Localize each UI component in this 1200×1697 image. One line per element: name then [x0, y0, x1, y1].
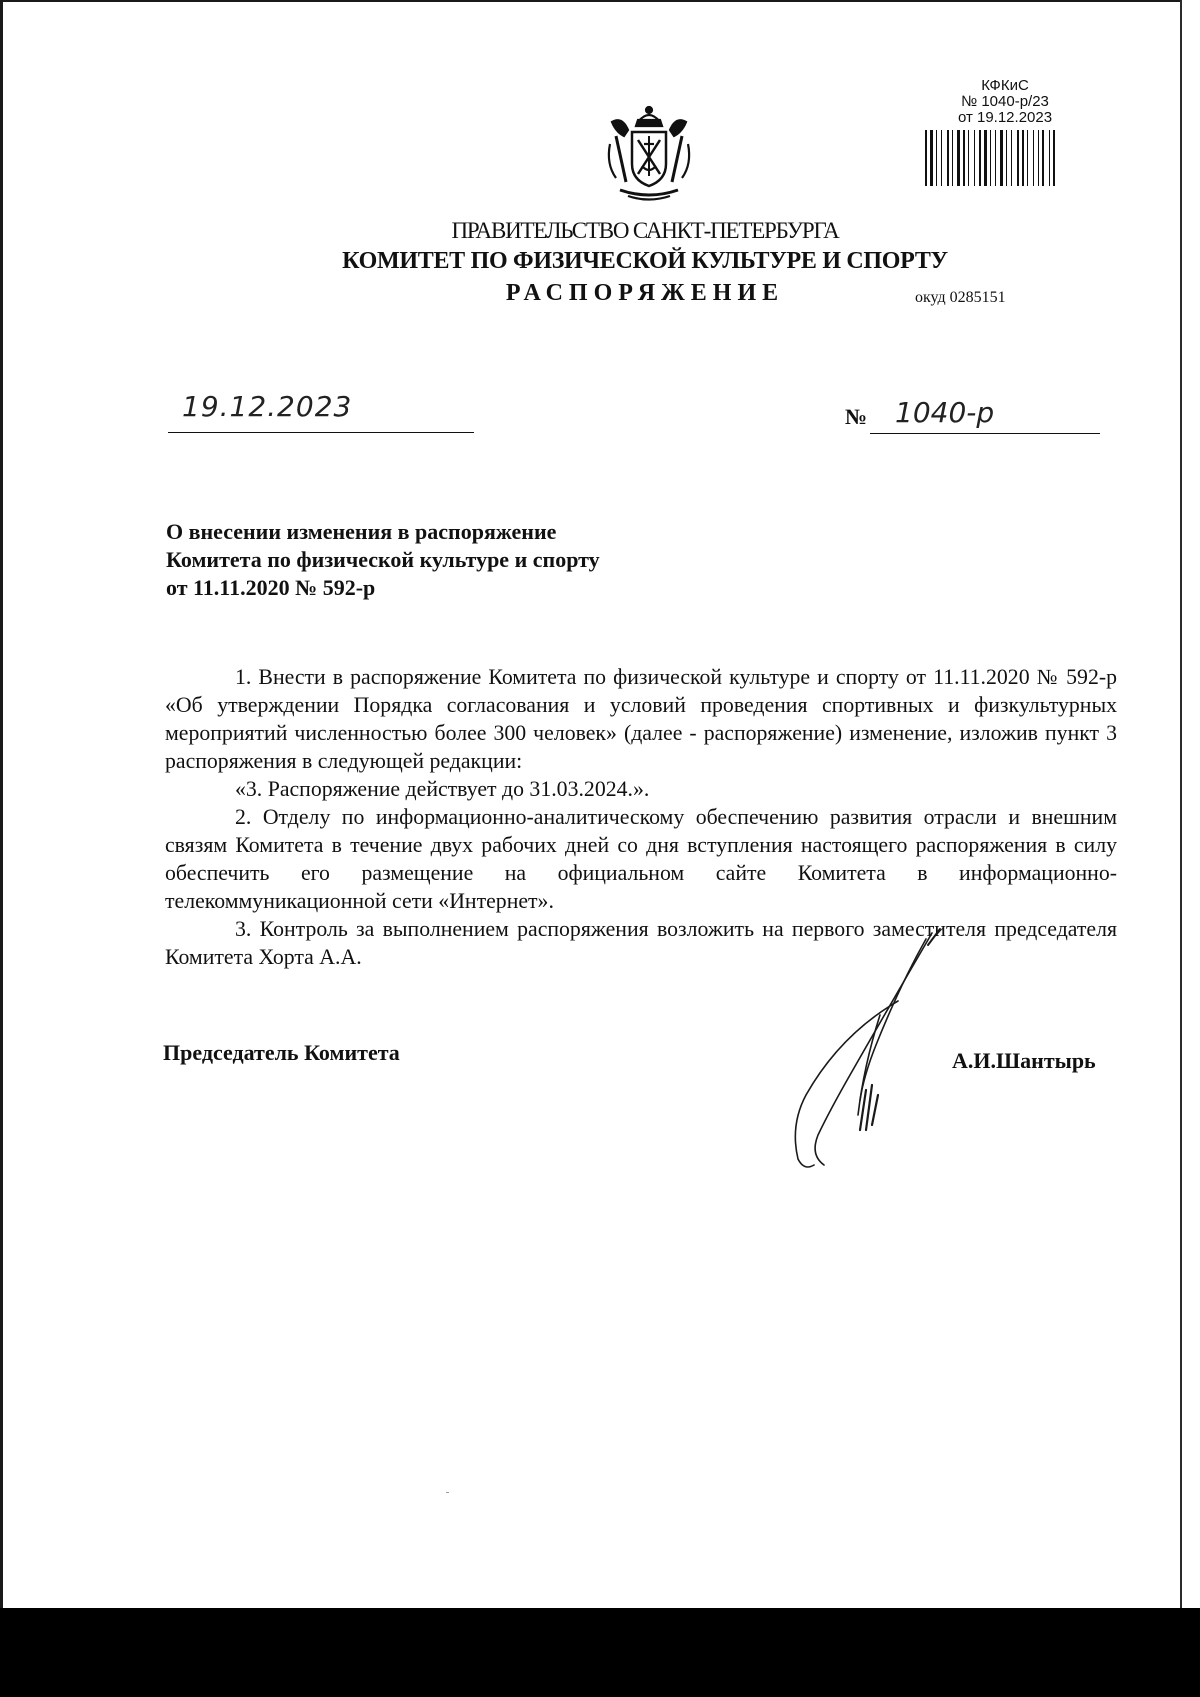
barcode-bar	[1017, 130, 1019, 186]
barcode-bar	[1033, 130, 1034, 186]
stamp-org: КФКиС	[981, 77, 1029, 94]
scan-edge-top	[0, 0, 1200, 2]
subject-line: от 11.11.2020 № 592-р	[166, 575, 376, 600]
handwritten-signature	[780, 925, 960, 1175]
barcode-bar	[984, 130, 987, 186]
government-title: ПРАВИТЕЛЬСТВО САНКТ-ПЕТЕРБУРГА	[451, 218, 839, 243]
date-underline	[168, 432, 474, 433]
barcode-bar	[925, 130, 927, 186]
paragraph-2: 2. Отделу по информационно-аналитическому обеспечению развития отрасли и внешним связям Комитета в течение двух рабочих дней со дня вступления настоящего распоряжения в силу обеспечить его размещение на официальном сайте Комитета в информационно-телекоммуникационной сети «Интернет».	[165, 805, 1117, 913]
barcode-bar	[1042, 130, 1044, 186]
barcode-bar	[979, 130, 981, 186]
okud-code: окуд 0285151	[915, 289, 1006, 306]
signer-name: А.И.Шантырь	[952, 1048, 1096, 1073]
document-number: 1040-р	[895, 396, 995, 429]
coat-of-arms-icon	[602, 104, 696, 204]
barcode-bar	[990, 130, 991, 186]
subject-line: Комитета по физической культуре и спорту	[166, 547, 600, 572]
barcode-bar	[995, 130, 996, 186]
document-date: 19.12.2023	[182, 390, 353, 423]
barcode-bar	[957, 130, 960, 186]
document-type: РАСПОРЯЖЕНИЕ	[505, 280, 785, 306]
barcode-bar	[1027, 130, 1028, 186]
barcode-icon	[925, 130, 1082, 186]
barcode-bar	[1006, 130, 1007, 186]
barcode-bar	[1022, 130, 1024, 186]
barcode-bar	[1000, 130, 1003, 186]
barcode-bar	[930, 130, 933, 186]
signer-role: Председатель Комитета	[163, 1040, 400, 1065]
barcode-bar	[936, 130, 937, 186]
barcode-bar	[1038, 130, 1039, 186]
stamp-date: от 19.12.2023	[957, 109, 1053, 126]
document-body	[165, 663, 1117, 971]
barcode-bar	[1011, 130, 1012, 186]
scan-artifact	[446, 1492, 449, 1493]
number-underline	[870, 433, 1100, 434]
barcode-bar	[968, 130, 969, 186]
stamp-number: № 1040-р/23	[961, 93, 1049, 110]
scan-edge-bottom	[0, 1608, 1200, 1697]
barcode-bar	[941, 130, 942, 186]
barcode-bar	[963, 130, 965, 186]
number-label: №	[845, 404, 868, 429]
barcode-bar	[974, 130, 975, 186]
barcode-bar	[1053, 130, 1055, 186]
barcode-bar	[1049, 130, 1050, 186]
barcode-bar	[947, 130, 949, 186]
paragraph-3: 3. Контроль за выполнением распоряжения возложить на первого заместителя председателя Комитета Хорта А.А.	[165, 917, 1117, 969]
paragraph-1: 1. Внести в распоряжение Комитета по физической культуре и спорту от 11.11.2020 № 592-р «Об утверждении Порядка согласования и условий проведения спортивных и физкультурных мероприятий численностью более 300 человек» (далее - распоряжение) изменение, изложив пункт 3 распоряжения в следующей редакции:	[165, 665, 1117, 773]
subject-line: О внесении изменения в распоряжение	[166, 519, 557, 544]
registration-stamp	[920, 78, 1090, 126]
document-subject	[166, 518, 600, 602]
committee-title: КОМИТЕТ ПО ФИЗИЧЕСКОЙ КУЛЬТУРЕ И СПОРТУ	[342, 248, 948, 274]
paragraph-1-quote: «3. Распоряжение действует до 31.03.2024.».	[235, 777, 650, 801]
barcode-bar	[952, 130, 953, 186]
